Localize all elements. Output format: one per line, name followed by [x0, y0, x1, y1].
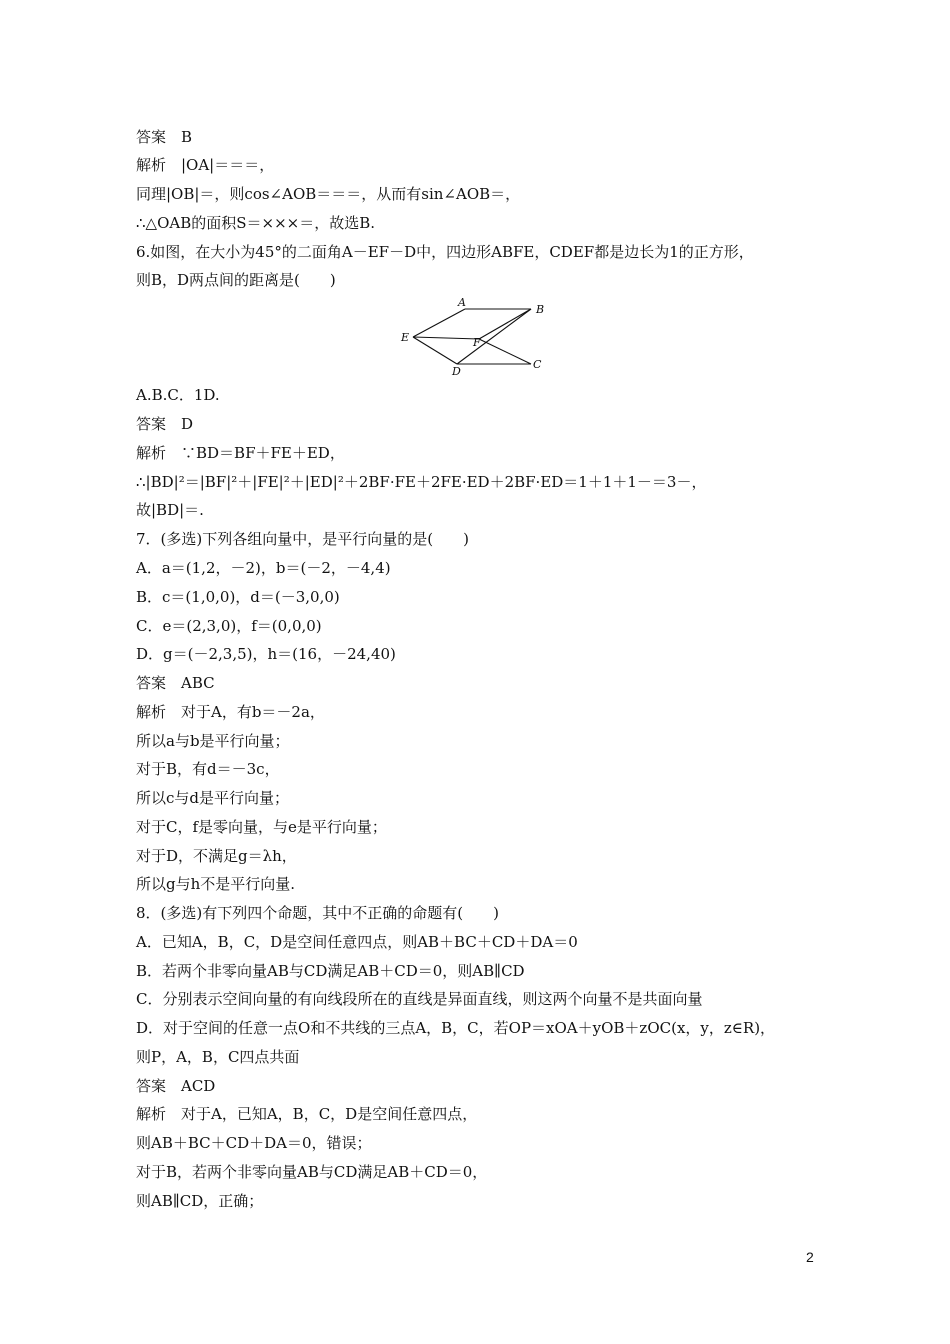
question-8-option-c: C．分别表示空间向量的有向线段所在的直线是异面直线，则这两个向量不是共面向量: [136, 990, 703, 1008]
analysis-5-line-2: 同理|OB|＝，则cos∠AOB＝＝＝，从而有sin∠AOB＝，: [136, 185, 521, 203]
question-7-option-b: B．c＝(1,0,0)，d＝(－3,0,0): [136, 588, 340, 606]
analysis-8-line-2: 则AB＋BC＋CD＋DA＝0，错误；: [136, 1134, 372, 1152]
question-8-stem: 8．(多选)有下列四个命题，其中不正确的命题有( ): [136, 904, 499, 922]
question-7-option-a: A．a＝(1,2，－2)，b＝(－2，－4,4): [136, 559, 391, 577]
analysis-7-line-5: 对于C，f是零向量，与e是平行向量；: [136, 818, 387, 836]
page-number: 2: [806, 1249, 814, 1265]
question-6-stem-2: 则B，D两点间的距离是( ): [136, 271, 336, 289]
label-b: B: [536, 303, 545, 316]
analysis-7-line-3: 对于B，有d＝－3c，: [136, 760, 280, 778]
question-6-options: A.B.C．1D.: [136, 386, 220, 404]
label-a: A: [458, 296, 466, 309]
label-c: C: [533, 358, 542, 371]
question-7-option-d: D．g＝(－2,3,5)，h＝(16，－24,40): [136, 645, 396, 663]
analysis-7-line-1: 解析 对于A，有b＝－2a，: [136, 703, 325, 721]
question-6-stem-1: 6.如图，在大小为45°的二面角A－EF－D中，四边形ABFE，CDEF都是边长为1的正方形，: [136, 243, 754, 261]
answer-7: 答案 ABC: [136, 674, 215, 692]
analysis-7-line-2: 所以a与b是平行向量；: [136, 732, 290, 750]
answer-8: 答案 ACD: [136, 1077, 216, 1095]
edge-bf: [479, 309, 531, 339]
analysis-5-line-3: ∴△OAB的面积S＝×××＝，故选B.: [136, 214, 376, 232]
edge-fc: [479, 339, 531, 364]
question-8-option-d-2: 则P，A，B，C四点共面: [136, 1048, 300, 1066]
analysis-7-line-7: 所以g与h不是平行向量.: [136, 875, 296, 893]
question-8-option-a: A．已知A，B，C，D是空间任意四点，则AB＋BC＋CD＋DA＝0: [136, 933, 578, 951]
analysis-8-line-1: 解析 对于A，已知A，B，C，D是空间任意四点，: [136, 1105, 478, 1123]
analysis-5-line-1: 解析 |OA|＝＝＝，: [136, 156, 275, 174]
analysis-6-line-3: 故|BD|＝.: [136, 501, 204, 519]
question-7-stem: 7．(多选)下列各组向量中，是平行向量的是( ): [136, 530, 469, 548]
analysis-7-line-4: 所以c与d是平行向量；: [136, 789, 290, 807]
edge-ea: [413, 309, 465, 337]
analysis-6-line-2: ∴|BD|²＝|BF|²＋|FE|²＋|ED|²＋2BF·FE＋2FE·ED＋2BF·ED＝1＋1＋1－＝3－，: [136, 473, 707, 491]
analysis-8-line-4: 则AB∥CD，正确；: [136, 1192, 264, 1210]
edge-ed: [413, 337, 457, 364]
question-7-option-c: C．e＝(2,3,0)，f＝(0,0,0): [136, 617, 322, 635]
dihedral-angle-figure: [395, 296, 555, 378]
label-d: D: [452, 365, 461, 378]
segment-bd: [457, 309, 531, 364]
question-8-option-b: B．若两个非零向量AB与CD满足AB＋CD＝0，则AB∥CD: [136, 962, 525, 980]
analysis-6-line-1: 解析 ∵BD＝BF＋FE＋ED，: [136, 444, 345, 462]
answer-5: 答案 B: [136, 128, 193, 146]
edge-ef: [413, 337, 479, 339]
label-e: E: [401, 331, 410, 344]
label-f: F: [473, 336, 481, 349]
question-8-option-d-1: D．对于空间的任意一点O和不共线的三点A，B，C，若OP＝xOA＋yOB＋zOC(x，y，z∈R)，: [136, 1019, 776, 1037]
answer-6: 答案 D: [136, 415, 194, 433]
analysis-7-line-6: 对于D，不满足g＝λh，: [136, 847, 297, 865]
analysis-8-line-3: 对于B，若两个非零向量AB与CD满足AB＋CD＝0，: [136, 1163, 488, 1181]
